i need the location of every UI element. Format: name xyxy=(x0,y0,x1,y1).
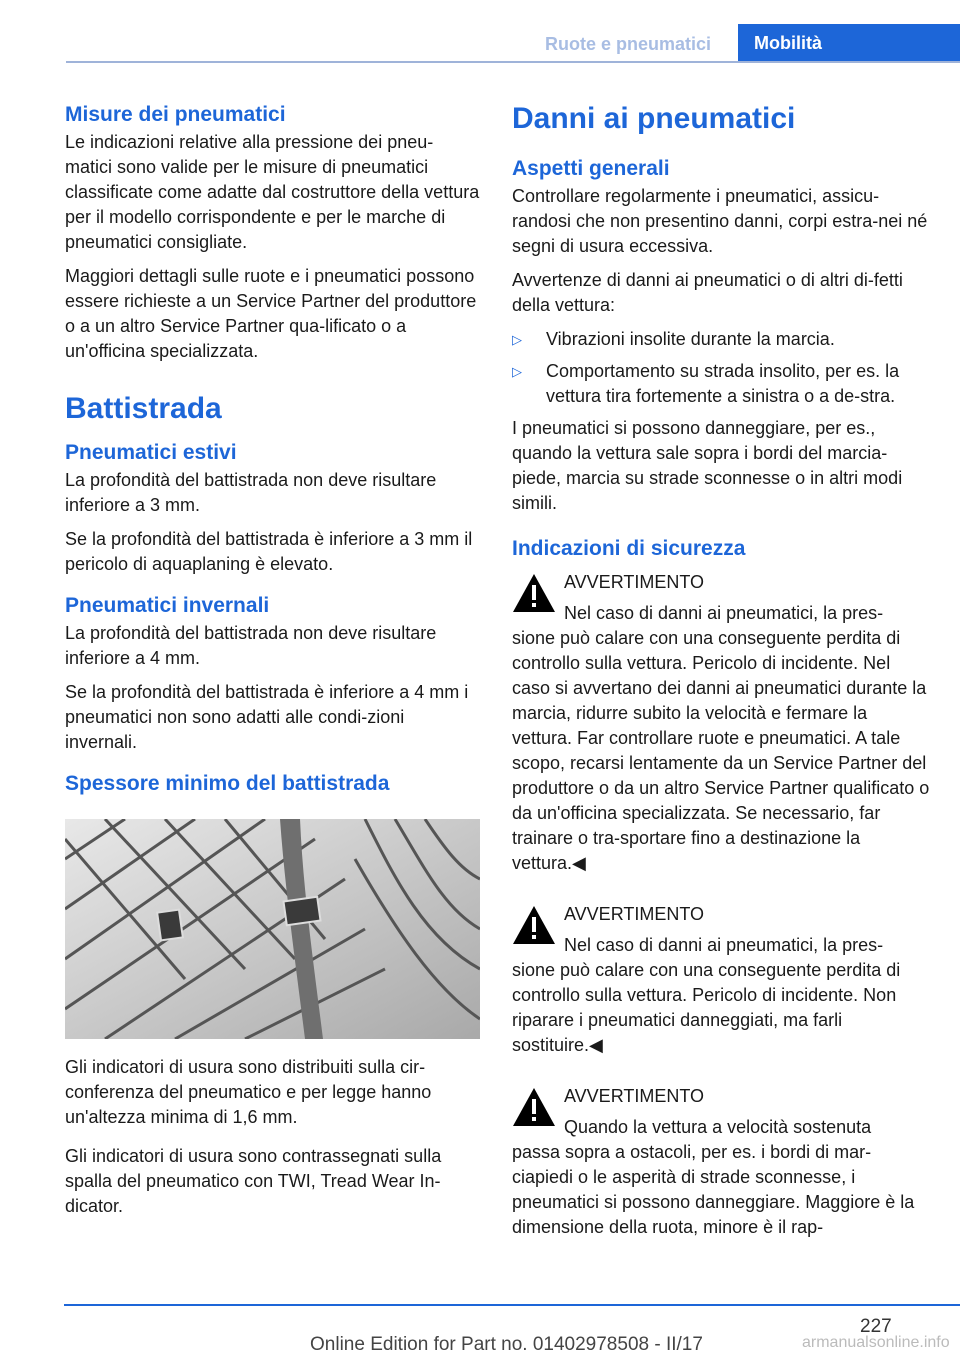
heading-estivi: Pneumatici estivi xyxy=(65,441,237,464)
edition-text: Online Edition for Part no. 01402978508 - II/17 xyxy=(310,1334,703,1355)
paragraph: Le indicazioni relative alla pressione dei pneu-matici sono valide per le misure di pneumatici classificate come adatte dal costruttore della vettura per il modello corrispondente e per le marche di pneumatici consigliate. xyxy=(65,132,480,252)
warning-icon xyxy=(512,573,556,613)
warning-text: sione può calare con una conseguente perdita di controllo sulla vettura. Pericolo di incidente. Non riparare i pneumatici danneggiati, ma farli sostituire.◀ xyxy=(512,960,901,1055)
tread-wear-drawing xyxy=(65,819,480,1039)
list-item-text: Comportamento su strada insolito, per es. la vettura tira fortemente a sinistra o a de-stra. xyxy=(546,361,900,406)
paragraph: La profondità del battistrada non deve risultare inferiore a 3 mm. xyxy=(65,470,437,515)
warning-icon xyxy=(512,905,556,945)
warning-icon xyxy=(512,1087,556,1127)
warning-block xyxy=(512,902,930,1058)
left-column xyxy=(65,100,480,1228)
paragraph: Controllare regolarmente i pneumatici, assicu-randosi che non presentino danni, corpi estra-nei né segni di usura eccessiva. xyxy=(512,186,928,256)
paragraph: Se la profondità del battistrada è inferiore a 4 mm i pneumatici non sono adatti alle condi-zioni invernali. xyxy=(65,682,469,752)
right-column xyxy=(512,100,930,1266)
heading-sicurezza: Indicazioni di sicurezza xyxy=(512,537,746,560)
bullet-marker: ▷ xyxy=(512,332,522,347)
warning-text: Nel caso di danni ai pneumatici, la pres- xyxy=(564,935,884,955)
bullet-marker: ▷ xyxy=(512,364,522,379)
heading-battistrada: Battistrada xyxy=(65,392,222,425)
heading-misure: Misure dei pneumatici xyxy=(65,103,286,126)
warning-text: Quando la vettura a velocità sostenuta xyxy=(564,1117,872,1137)
watermark: armanualsonline.info xyxy=(802,1334,950,1351)
paragraph: Avvertenze di danni ai pneumatici o di altri di-fetti della vettura: xyxy=(512,270,903,315)
warning-block xyxy=(512,570,930,876)
list-item xyxy=(512,359,930,409)
paragraph: Gli indicatori di usura sono contrassegnati sulla spalla del pneumatico con TWI, Tread Wear In-dicator. xyxy=(65,1146,442,1216)
tread-wear-illustration xyxy=(65,819,480,1039)
footer-edition xyxy=(310,1334,950,1356)
warning-title: AVVERTIMENTO xyxy=(564,1086,705,1106)
warning-title: AVVERTIMENTO xyxy=(564,572,705,592)
page-number: 227 xyxy=(860,1316,892,1337)
list-item-text: Vibrazioni insolite durante la marcia. xyxy=(546,329,835,349)
heading-invernali: Pneumatici invernali xyxy=(65,594,270,617)
heading-aspetti: Aspetti generali xyxy=(512,157,670,180)
header-section[interactable]: Ruote e pneumatici xyxy=(544,34,712,54)
paragraph: I pneumatici si possono danneggiare, per es., quando la vettura sale sopra i bordi del marcia-piede, marcia su strade sconnesse o in altri modi simili. xyxy=(512,418,903,513)
header-chapter[interactable]: Mobilità xyxy=(738,24,960,63)
paragraph: La profondità del battistrada non deve risultare inferiore a 4 mm. xyxy=(65,623,437,668)
warning-block xyxy=(512,1084,930,1240)
footer-rule xyxy=(64,1304,960,1306)
paragraph: Maggiori dettagli sulle ruote e i pneumatici possono essere richieste a un Service Partner del produttore o a un altro Service Partner qua-lificato o a un'officina specializzata. xyxy=(65,266,477,361)
header-rule xyxy=(66,61,960,63)
paragraph: Se la profondità del battistrada è inferiore a 3 mm il pericolo di aquaplaning è elevato. xyxy=(65,529,473,574)
heading-danni: Danni ai pneumatici xyxy=(512,102,796,135)
list-item xyxy=(512,327,930,352)
warning-text: sione può calare con una conseguente perdita di controllo sulla vettura. Pericolo di incidente. Nel caso si avvertano dei danni ai pneumatici durante la marcia, ridurre subito la velocità e fermare la vettura. Far controllare ruote e pneumatici. A tale scopo, recarsi lentamente da un Service Partner del produttore o da un altro Service Partner qualificato o da un'officina specializzata. Se necessario, far trainare o tra-sportare fino a destinazione la vettura.◀ xyxy=(512,628,930,873)
heading-spessore: Spessore minimo del battistrada xyxy=(65,772,390,795)
warning-text: Nel caso di danni ai pneumatici, la pres- xyxy=(564,603,884,623)
paragraph: Gli indicatori di usura sono distribuiti sulla cir-conferenza del pneumatico e per legge hanno un'altezza minima di 1,6 mm. xyxy=(65,1057,432,1127)
warning-text: passa sopra a ostacoli, per es. i bordi di mar-ciapiedi o le asperità di strade sconnesse, i pneumatici si possono danneggiare. Maggiore è la dimensione della ruota, minore è il rap- xyxy=(512,1142,915,1237)
warning-title: AVVERTIMENTO xyxy=(564,904,705,924)
